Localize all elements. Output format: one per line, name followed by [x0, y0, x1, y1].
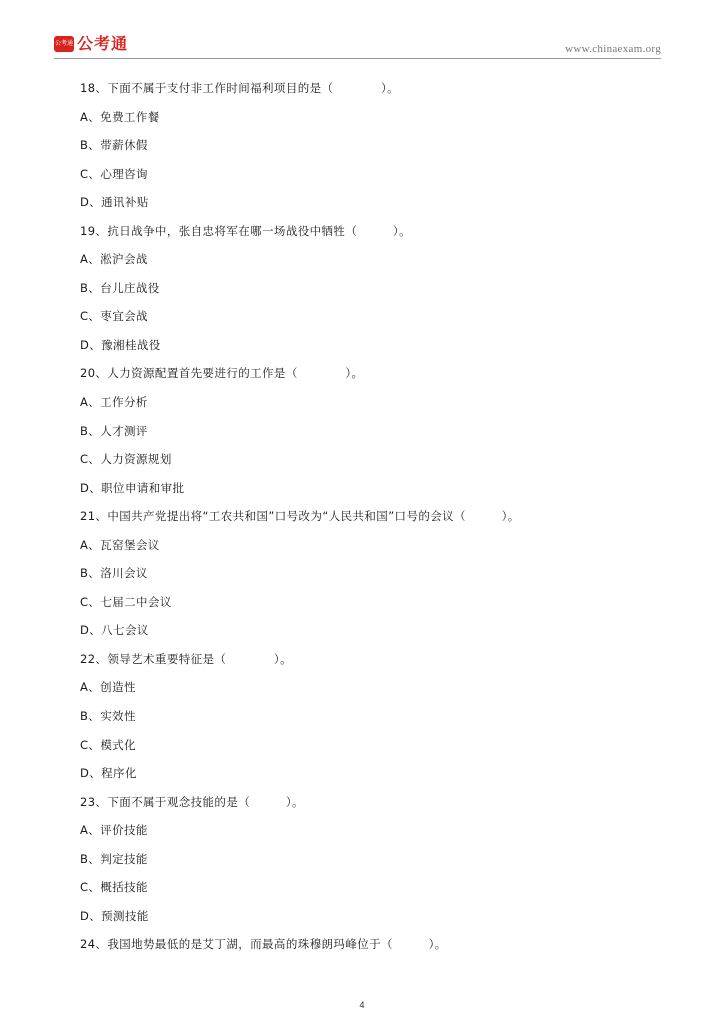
question-option: C、心理咨询	[80, 166, 148, 181]
question-option: D、程序化	[80, 766, 137, 781]
question-stem: 20、人力资源配置首先要进行的工作是（ ）。	[80, 366, 364, 381]
question-option: B、人才测评	[80, 423, 148, 438]
question-option: A、创造性	[80, 680, 136, 695]
logo-badge-icon: 公考通	[54, 36, 74, 52]
page-header	[54, 34, 661, 59]
page-number: 4	[359, 1000, 365, 1010]
question-option: B、判定技能	[80, 851, 148, 866]
question-option: D、八七会议	[80, 623, 149, 638]
question-option: B、洛川会议	[80, 566, 148, 581]
question-option: D、豫湘桂战役	[80, 337, 161, 352]
question-stem: 24、我国地势最低的是艾丁湖，而最高的珠穆朗玛峰位于（ ）。	[80, 937, 447, 952]
question-stem: 23、下面不属于观念技能的是（ ）。	[80, 794, 304, 809]
site-url: www.chinaexam.org	[565, 43, 661, 55]
question-option: B、带薪休假	[80, 138, 148, 153]
question-option: A、工作分析	[80, 395, 148, 410]
question-option: C、七届二中会议	[80, 594, 172, 609]
question-stem: 21、中国共产党提出将“工农共和国”口号改为“人民共和国”口号的会议（ ）。	[80, 509, 520, 524]
question-list	[80, 78, 680, 963]
logo-text: 公考通	[77, 34, 129, 53]
question-option: C、概括技能	[80, 880, 148, 895]
question-option: D、预测技能	[80, 908, 149, 923]
question-stem: 19、抗日战争中，张自忠将军在哪一场战役中牺牲（ ）。	[80, 223, 411, 238]
question-option: C、模式化	[80, 737, 137, 752]
question-option: A、瓦窑堡会议	[80, 537, 160, 552]
question-option: C、人力资源规划	[80, 452, 172, 467]
question-option: B、实效性	[80, 709, 136, 724]
question-option: D、职位申请和审批	[80, 480, 185, 495]
question-option: A、淞沪会战	[80, 252, 148, 267]
question-option: A、评价技能	[80, 823, 148, 838]
logo	[54, 35, 128, 53]
question-stem: 22、领导艺术重要特征是（ ）。	[80, 651, 292, 666]
question-option: B、台儿庄战役	[80, 280, 160, 295]
question-option: C、枣宜会战	[80, 309, 148, 324]
question-option: A、免费工作餐	[80, 109, 160, 124]
question-option: D、通讯补贴	[80, 195, 149, 210]
question-stem: 18、下面不属于支付非工作时间福利项目的是（ ）。	[80, 81, 400, 95]
